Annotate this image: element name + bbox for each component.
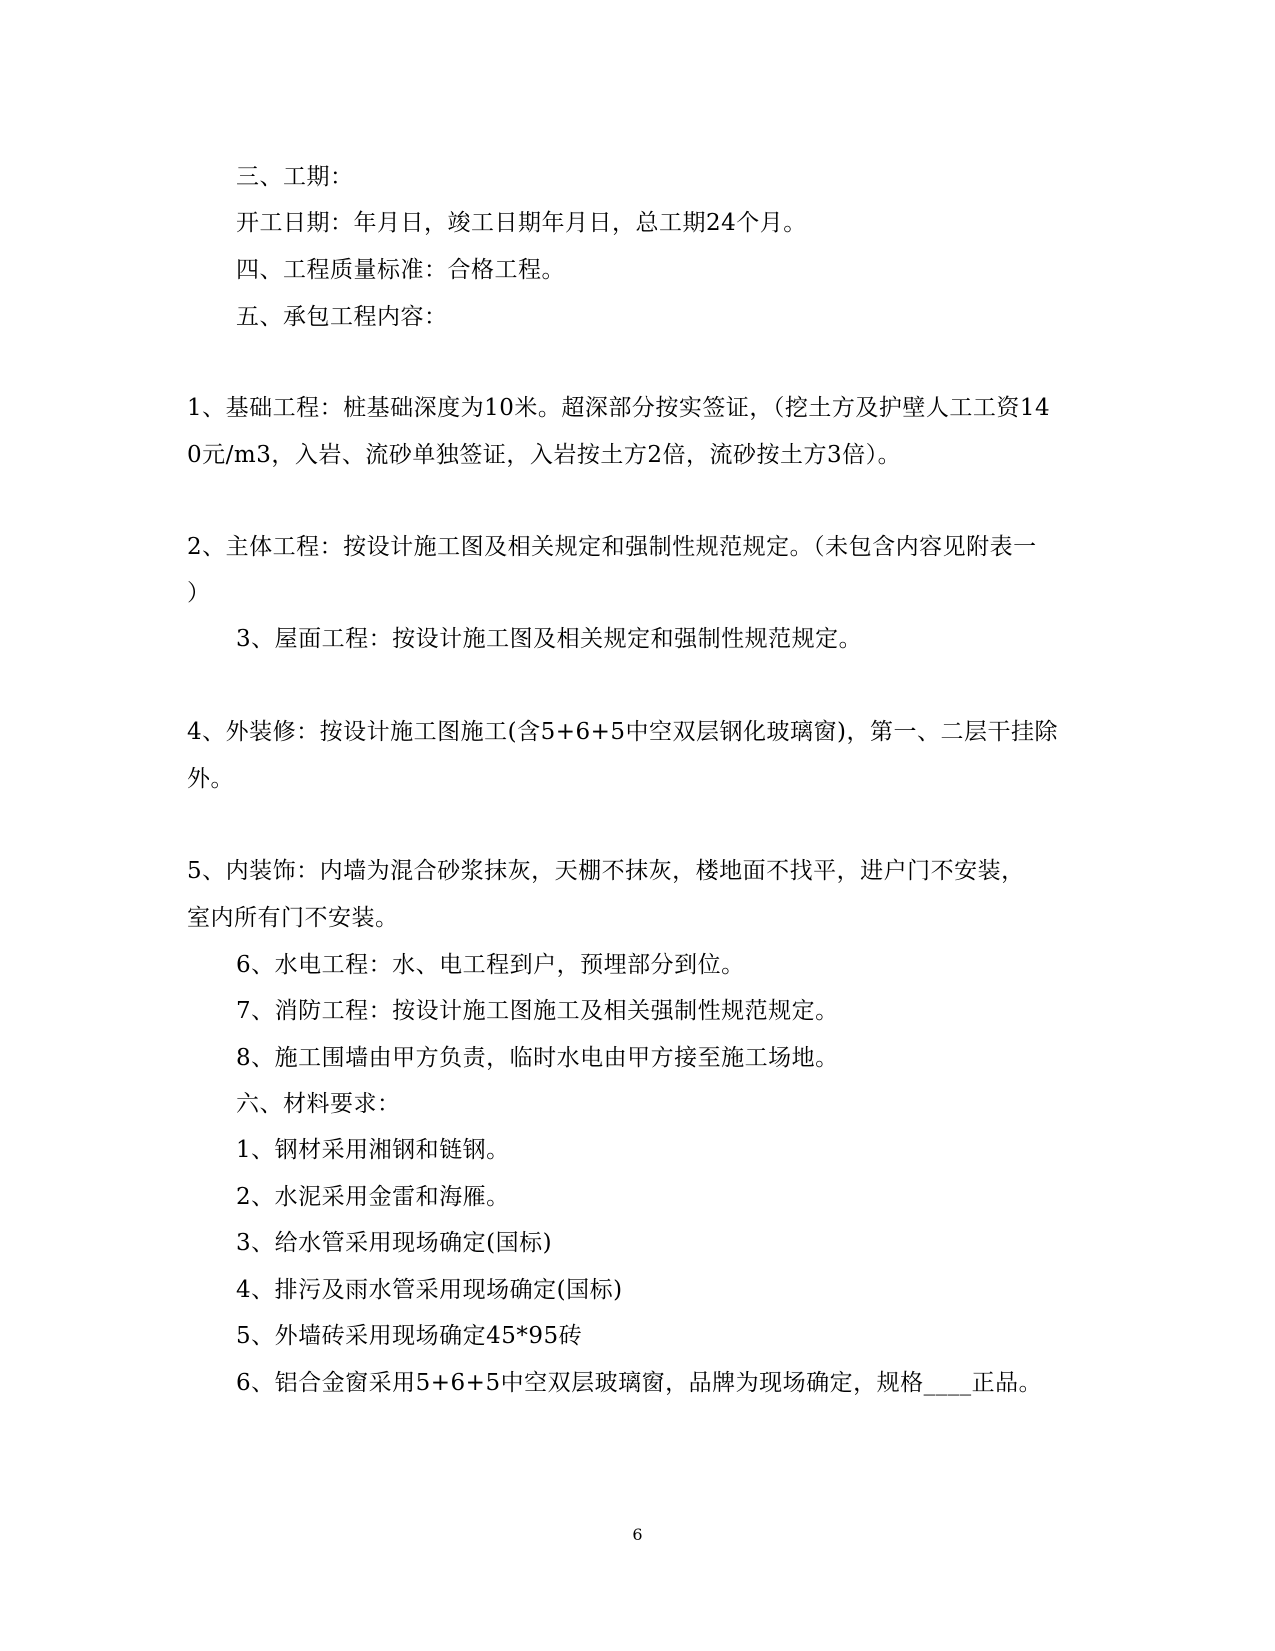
page-number: 6	[632, 1525, 643, 1544]
list-item-wall-tile: 5、外墙砖采用现场确定45*95砖	[236, 1323, 583, 1349]
paragraph-interior-line2: 室内所有门不安装。	[187, 905, 399, 931]
paragraph-main-structure-line2: ）	[187, 580, 211, 606]
section-heading-scope: 五、承包工程内容：	[236, 304, 448, 330]
list-item-water-pipe: 3、给水管采用现场确定(国标)	[236, 1230, 553, 1256]
paragraph-main-structure-line1: 2、主体工程：按设计施工图及相关规定和强制性规范规定。（未包含内容见附表一	[187, 534, 1037, 560]
paragraph-interior-line1: 5、内装饰：内墙为混合砂浆抹灰，天棚不抹灰，楼地面不找平，进户门不安装，	[187, 858, 1025, 884]
list-item-drain-pipe: 4、排污及雨水管采用现场确定(国标)	[236, 1277, 623, 1303]
list-item-window: 6、铝合金窗采用5+6+5中空双层玻璃窗，品牌为现场确定，规格____正品。	[236, 1370, 1043, 1396]
paragraph-plumbing-electric: 6、水电工程：水、电工程到户，预埋部分到位。	[236, 952, 745, 978]
paragraph-fire-protection: 7、消防工程：按设计施工图施工及相关强制性规范规定。	[236, 998, 839, 1024]
section-heading-materials: 六、材料要求：	[236, 1091, 401, 1117]
section-heading-quality: 四、工程质量标准：合格工程。	[236, 257, 565, 283]
paragraph-exterior-line1: 4、外装修：按设计施工图施工(含5+6+5中空双层钢化玻璃窗)，第一、二层干挂除	[187, 719, 1059, 745]
paragraph-exterior-line2: 外。	[187, 766, 234, 792]
paragraph-dates: 开工日期：年月日，竣工日期年月日，总工期24个月。	[236, 210, 807, 236]
paragraph-site-wall: 8、施工围墙由甲方负责，临时水电由甲方接至施工场地。	[236, 1045, 839, 1071]
list-item-steel: 1、钢材采用湘钢和链钢。	[236, 1137, 510, 1163]
list-item-cement: 2、水泥采用金雷和海雁。	[236, 1184, 510, 1210]
paragraph-roof: 3、屋面工程：按设计施工图及相关规定和强制性规范规定。	[236, 626, 863, 652]
section-heading-schedule: 三、工期：	[236, 164, 354, 190]
paragraph-foundation-line1: 1、基础工程：桩基础深度为10米。超深部分按实签证，（挖土方及护壁人工工资14	[187, 395, 1051, 421]
paragraph-foundation-line2: 0元/m3，入岩、流砂单独签证，入岩按土方2倍，流砂按土方3倍）。	[187, 442, 902, 468]
